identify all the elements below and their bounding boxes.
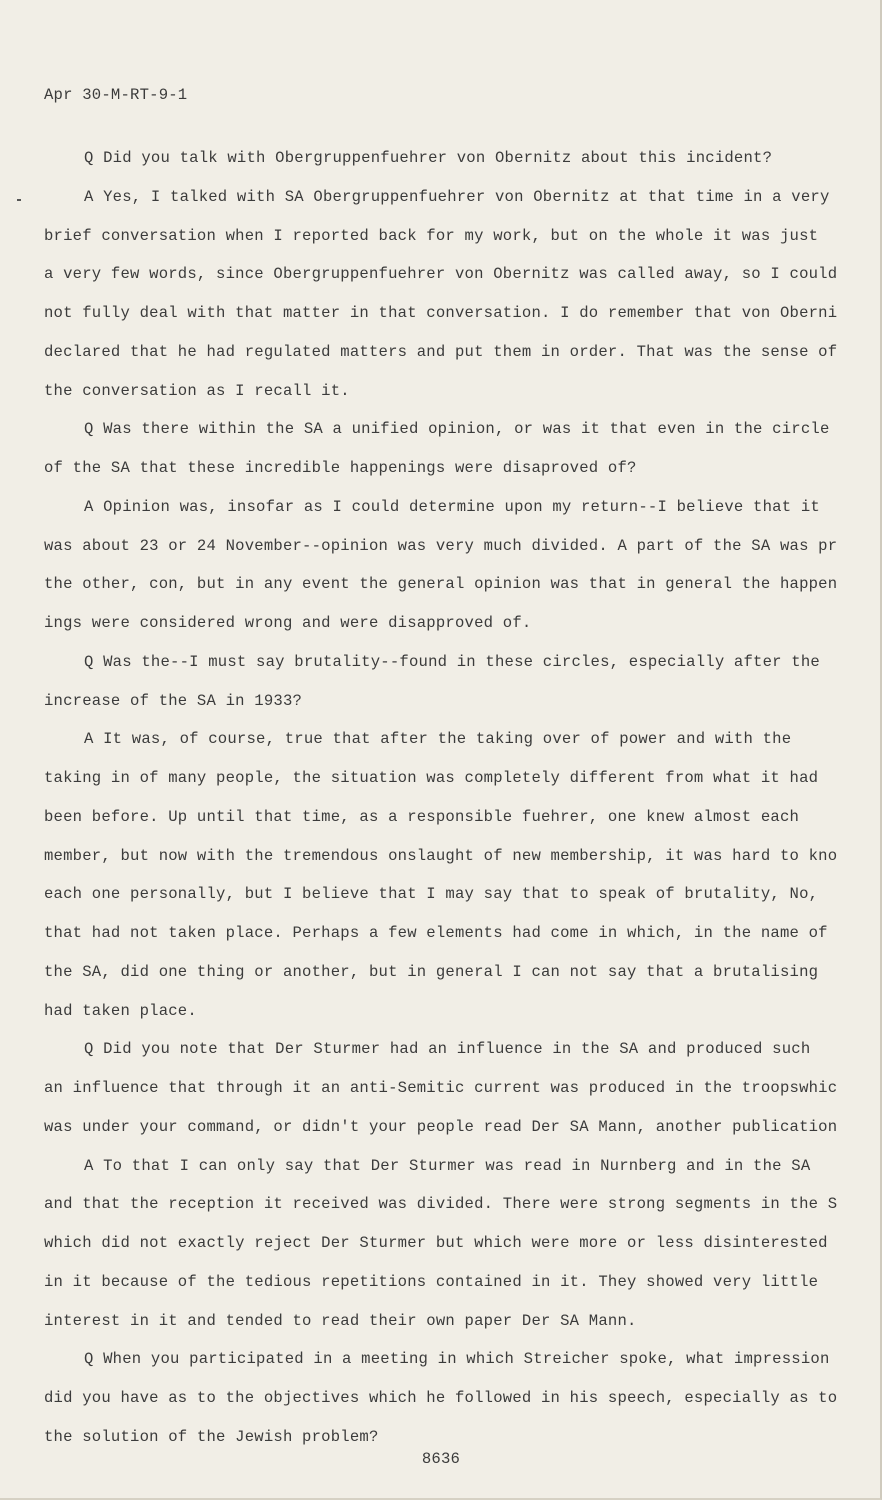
transcript-line: was about 23 or 24 November--opinion was very much divided. A part of the SA was pr: [44, 536, 838, 555]
transcript-line: the SA, did one thing or another, but in general I can not say that a brutalising: [44, 962, 819, 981]
transcript-line: an influence that through it an anti-Semitic current was produced in the troopswhic: [44, 1079, 838, 1097]
transcript-line: each one personally, but I believe that I may say that to speak of brutality, No,: [44, 885, 819, 904]
transcript-line: Q Was the--I must say brutality--found in these circles, especially after the: [84, 652, 820, 671]
transcript-line: and that the reception it received was divided. There were strong segments in the S: [44, 1195, 838, 1214]
transcript-line: declared that he had regulated matters and put them in order. That was the sense of: [44, 342, 838, 361]
transcript-line: Q Did you talk with Obergruppenfuehrer von Obernitz about this incident?: [84, 149, 773, 167]
transcript-line: ings were considered wrong and were disapproved of.: [44, 614, 532, 632]
transcript-line: member, but now with the tremendous onslaught of new membership, it was hard to kno: [44, 846, 838, 865]
transcript-line: in it because of the tedious repetitions contained in it. They showed very little: [44, 1272, 819, 1291]
transcript-line: Q Did you note that Der Sturmer had an influence in the SA and produced such: [84, 1040, 811, 1059]
transcript-line: increase of the SA in 1933?: [44, 691, 303, 710]
transcript-line: Q Was there within the SA a unified opinion, or was it that even in the circle: [84, 420, 830, 439]
transcript-line: did you have as to the objectives which he followed in his speech, especially as to: [44, 1389, 838, 1407]
transcript-line: taking in of many people, the situation was completely different from what it had: [44, 769, 819, 787]
transcript-line: A Yes, I talked with SA Obergruppenfuehrer von Obernitz at that time in a very: [84, 187, 830, 206]
transcript-line: not fully deal with that matter in that conversation. I do remember that von Oberni: [44, 304, 838, 322]
transcript-line: A To that I can only say that Der Sturmer was read in Nurnberg and in the SA: [84, 1156, 811, 1175]
transcript-line: brief conversation when I reported back for my work, but on the whole it was just: [44, 226, 819, 245]
transcript-line: the conversation as I recall it.: [44, 381, 350, 400]
margin-mark: [17, 199, 21, 201]
transcript-line: Q When you participated in a meeting in which Streicher spoke, what impression: [84, 1350, 830, 1369]
transcript-line: the other, con, but in any event the general opinion was that in general the happen: [44, 575, 838, 594]
document-reference: Apr 30-M-RT-9-1: [44, 86, 188, 104]
page-number: 8636: [421, 1450, 461, 1468]
transcript-line: had taken place.: [44, 1001, 197, 1020]
transcript-line: been before. Up until that time, as a responsible fuehrer, one knew almost each: [44, 807, 800, 826]
transcript-line: which did not exactly reject Der Sturmer but which were more or less disinterested: [44, 1234, 828, 1252]
transcript-line: a very few words, since Obergruppenfuehrer von Obernitz was called away, so I could: [44, 265, 838, 284]
transcript-line: A Opinion was, insofar as I could determine upon my return--I believe that it: [84, 497, 820, 516]
transcript-line: of the SA that these incredible happenings were disaproved of?: [44, 459, 637, 477]
transcript-line: the solution of the Jewish problem?: [44, 1427, 379, 1446]
transcript-body: [44, 139, 844, 1457]
transcript-line: interest in it and tended to read their own paper Der SA Mann.: [44, 1311, 637, 1330]
transcript-line: A It was, of course, true that after the taking over of power and with the: [84, 730, 792, 749]
transcript-line: that had not taken place. Perhaps a few elements had come in which, in the name of: [44, 924, 828, 942]
transcript-line: was under your command, or didn't your people read Der SA Mann, another publication: [44, 1117, 838, 1136]
